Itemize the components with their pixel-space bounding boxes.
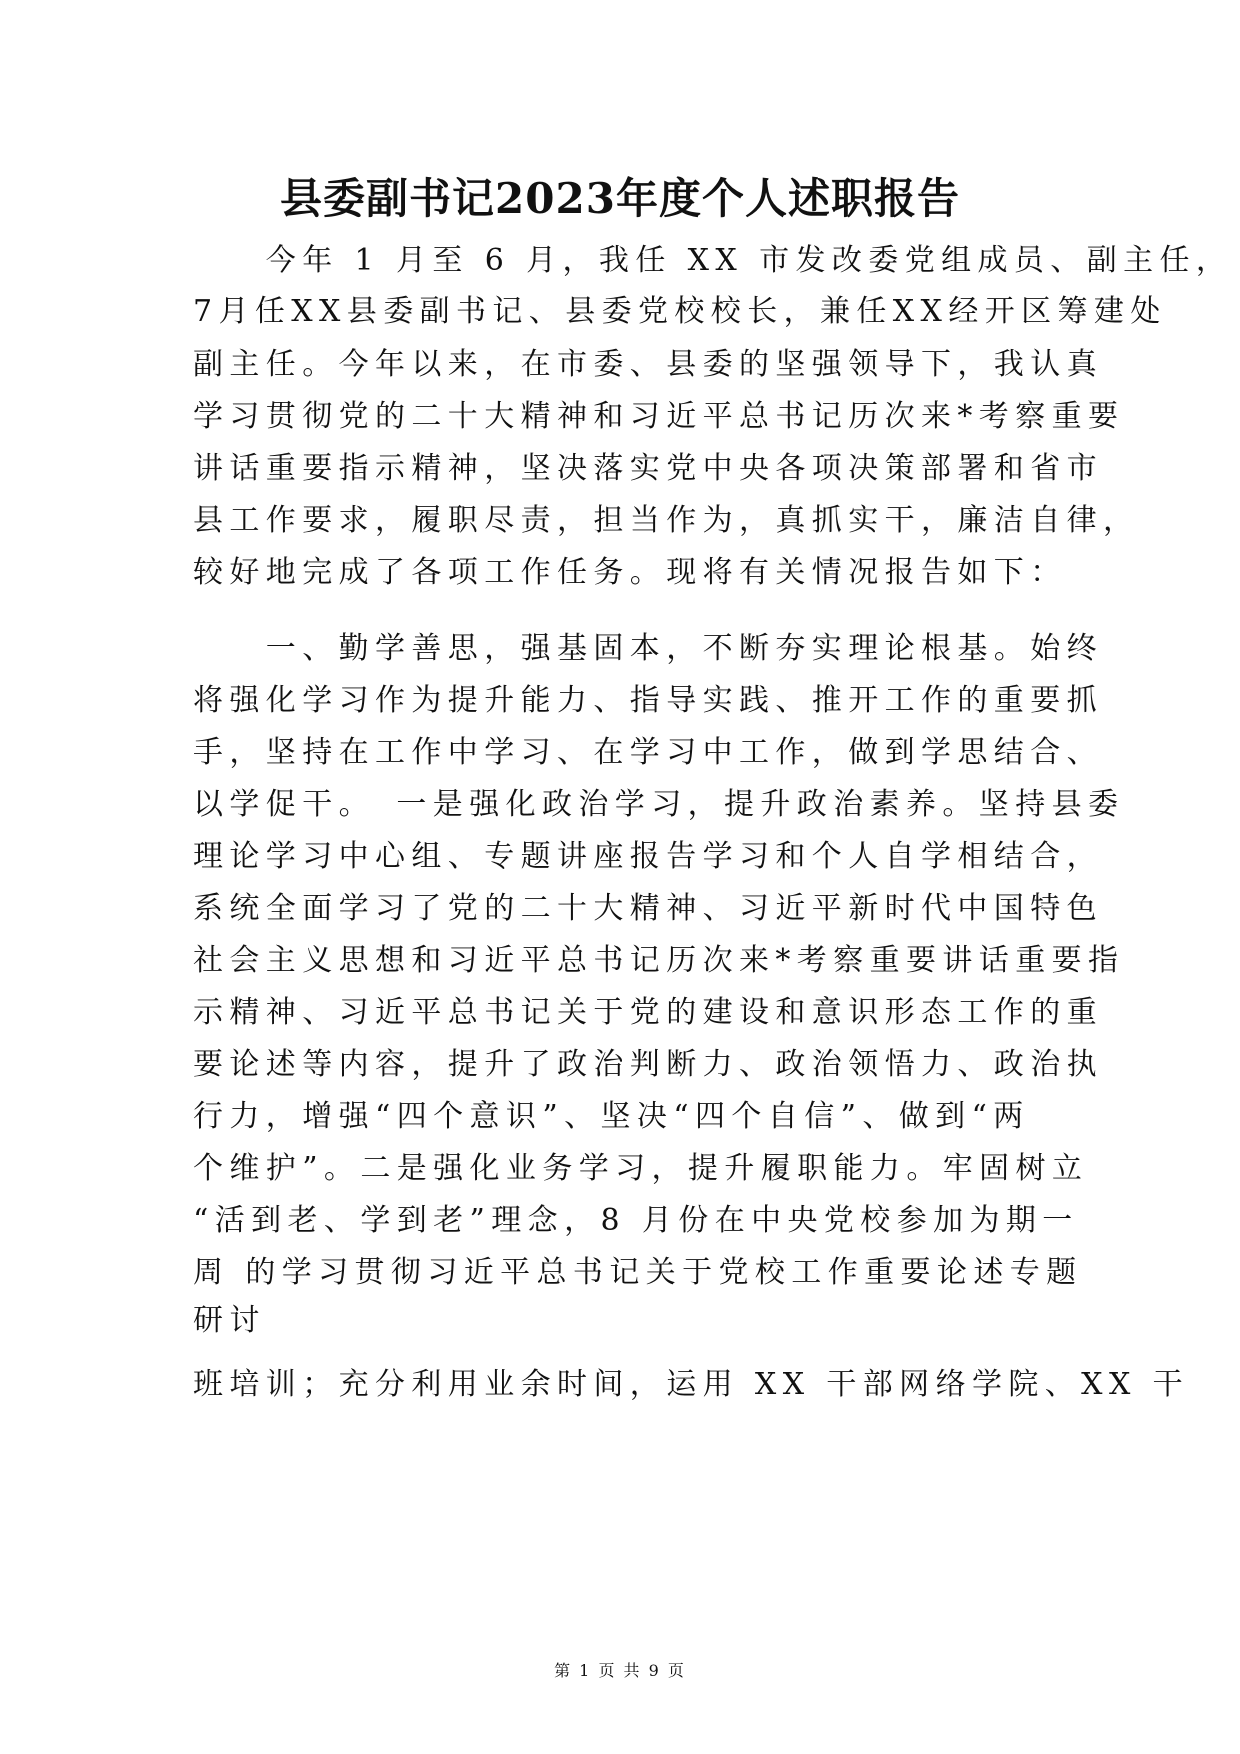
- body-line: 学习贯彻党的二十大精神和习近平总书记历次来*考察重要: [193, 399, 1125, 434]
- body-line: 周 的学习贯彻习近平总书记关于党校工作重要论述专题: [193, 1255, 1083, 1290]
- body-line: 社会主义思想和习近平总书记历次来*考察重要讲话重要指: [193, 943, 1125, 978]
- body-line: 讲话重要指示精神，坚决落实党中央各项决策部署和省市: [193, 451, 1103, 486]
- document-title: 县委副书记2023年度个人述职报告: [280, 174, 960, 223]
- body-line: 行力，增强“四个意识”、坚决“四个自信”、做到“两: [193, 1099, 1030, 1134]
- body-line: 今年 1 月至 6 月，我任 XX 市发改委党组成员、副主任，: [193, 243, 1233, 278]
- body-line: 将强化学习作为提升能力、指导实践、推开工作的重要抓: [193, 683, 1103, 718]
- page-number-label: 第 1 页 共 9 页: [554, 1661, 686, 1680]
- body-line: 手，坚持在工作中学习、在学习中工作，做到学思结合、: [193, 735, 1103, 770]
- body-line: 理论学习中心组、专题讲座报告学习和个人自学相结合，: [193, 839, 1103, 874]
- page-footer: [0, 1658, 1240, 1681]
- body-line: 较好地完成了各项工作任务。现将有关情况报告如下：: [193, 555, 1067, 590]
- body-line: 系统全面学习了党的二十大精神、习近平新时代中国特色: [193, 891, 1103, 926]
- body-line: 7月任XX县委副书记、县委党校校长，兼任XX经开区筹建处: [193, 294, 1167, 329]
- body-line: 班培训；充分利用业余时间，运用 XX 干部网络学院、XX 干: [193, 1367, 1190, 1402]
- body-line: 个维护”。二是强化业务学习，提升履职能力。牢固树立: [193, 1151, 1089, 1186]
- body-line: 县工作要求，履职尽责，担当作为，真抓实干，廉洁自律，: [193, 503, 1140, 538]
- body-line: 一、勤学善思，强基固本，不断夯实理论根基。始终: [193, 631, 1103, 666]
- body-line: 研讨: [193, 1303, 266, 1338]
- body-line: 以学促干。 一是强化政治学习，提升政治素养。坚持县委: [193, 787, 1125, 822]
- body-line: 要论述等内容，提升了政治判断力、政治领悟力、政治执: [193, 1047, 1103, 1082]
- body-line: “活到老、学到老”理念，8 月份在中央党校参加为期一: [193, 1203, 1079, 1238]
- body-line: 副主任。今年以来，在市委、县委的坚强领导下，我认真: [193, 347, 1103, 382]
- body-line: 示精神、习近平总书记关于党的建设和意识形态工作的重: [193, 995, 1103, 1030]
